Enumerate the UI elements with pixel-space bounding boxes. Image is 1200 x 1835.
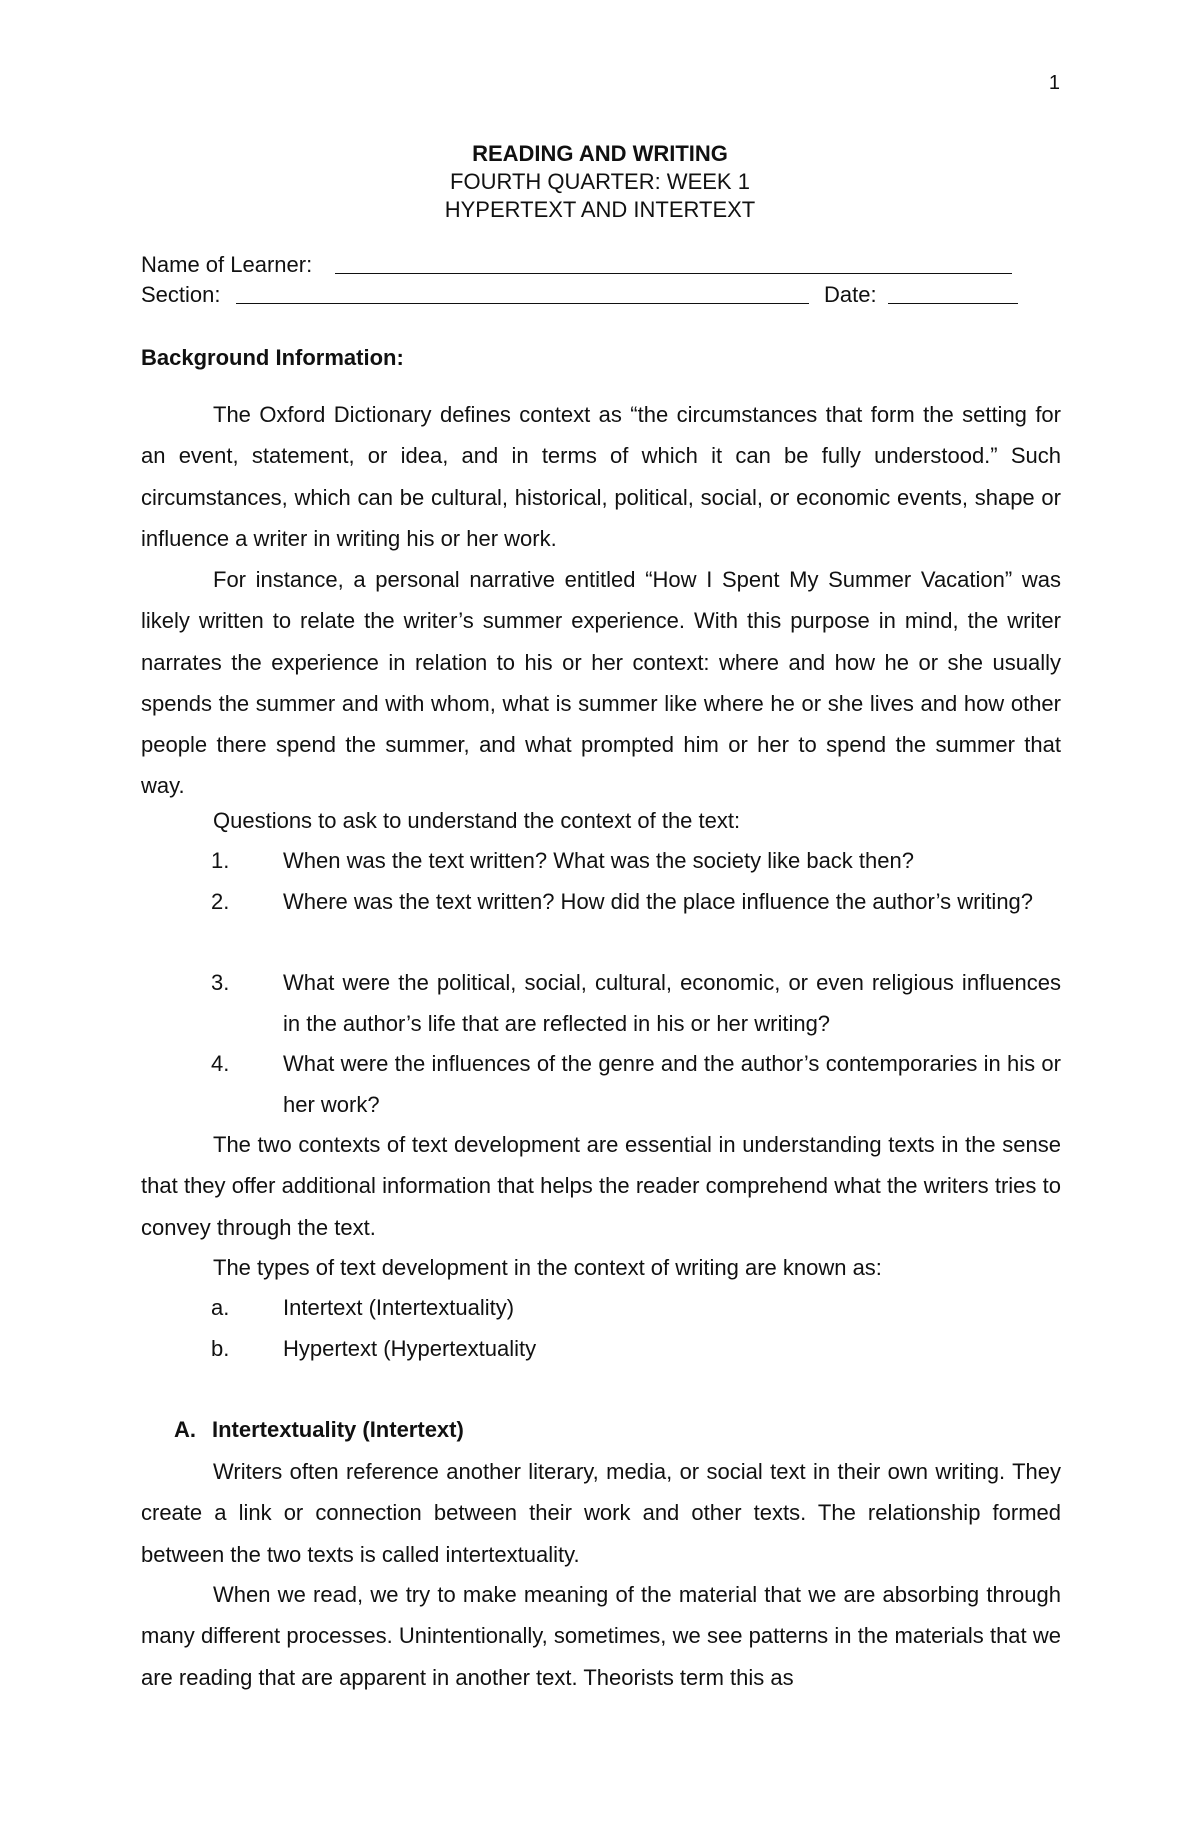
section-a-letter: A. <box>174 1417 196 1442</box>
section-a-heading <box>174 1417 464 1443</box>
page-number: 1 <box>1048 72 1060 94</box>
type-letter: a. <box>211 1295 230 1320</box>
type-item <box>211 1328 1061 1369</box>
question-item <box>211 962 1061 1045</box>
section-a-title: Intertextuality (Intertext) <box>212 1417 464 1442</box>
background-heading: Background Information: <box>141 345 404 370</box>
quarter-title: FOURTH QUARTER: WEEK 1 <box>450 169 750 194</box>
question-number: 3. <box>211 970 230 995</box>
name-input-line[interactable] <box>335 273 1012 274</box>
date-input-line[interactable] <box>888 303 1018 304</box>
question-text: Where was the text written? How did the place influence the author’s writing? <box>283 889 1034 914</box>
background-paragraph-2: For instance, a personal narrative entitled “How I Spent My Summer Vacation” was likely written to relate the writer’s summer experience. With this purpose in mind, the writer narrates the experience in relation to his or her context: where and how he or she usually spends the summer and with whom, what is summer like where he or she lives and how other people there spend the summer, and what prompted him or her to spend the summer that way. <box>141 567 1061 799</box>
section-a-paragraph-1: Writers often reference another literary, media, or social text in their own writing. They create a link or connection between their work and other texts. The relationship formed between the two texts is called intertextuality. <box>141 1459 1061 1567</box>
background-paragraph-4: The two contexts of text development are essential in understanding texts in the sense that they offer additional information that helps the reader comprehend what the writers tries to convey through the text. <box>141 1132 1061 1240</box>
topic-title: HYPERTEXT AND INTERTEXT <box>444 197 756 222</box>
question-item <box>211 881 1061 922</box>
date-label: Date: <box>824 282 877 307</box>
type-item <box>211 1287 1061 1328</box>
section-a-paragraph-2: When we read, we try to make meaning of the material that we are absorbing through many different processes. Unintentionally, sometimes, we see patterns in the materials that we are reading that are apparent in another text. Theorists term this as <box>141 1582 1061 1690</box>
question-text: When was the text written? What was the society like back then? <box>283 848 914 873</box>
name-label: Name of Learner: <box>141 252 313 277</box>
type-text: Hypertext (Hypertextuality <box>283 1336 537 1361</box>
background-paragraph-5: The types of text development in the context of writing are known as: <box>213 1255 882 1280</box>
section-input-line[interactable] <box>236 303 809 304</box>
question-item <box>211 1043 1061 1126</box>
question-number: 1. <box>211 848 230 873</box>
question-item <box>211 840 1061 881</box>
question-number: 2. <box>211 889 230 914</box>
question-text: What were the political, social, cultural, economic, or even religious influences in the author’s life that are reflected in his or her writing? <box>283 970 1061 1037</box>
type-letter: b. <box>211 1336 230 1361</box>
background-paragraph-1: The Oxford Dictionary defines context as “the circumstances that form the setting for an event, statement, or idea, and in terms of which it can be fully understood.” Such circumstances, which can be cultural, historical, political, social, or economic events, shape or influence a writer in writing his or her work. <box>141 402 1061 551</box>
question-number: 4. <box>211 1051 230 1076</box>
section-label: Section: <box>141 282 221 307</box>
question-text: What were the influences of the genre and the author’s contemporaries in his or her work? <box>283 1051 1061 1118</box>
background-paragraph-3: Questions to ask to understand the context of the text: <box>213 808 741 833</box>
type-text: Intertext (Intertextuality) <box>283 1295 515 1320</box>
subject-title: READING AND WRITING <box>472 141 728 166</box>
